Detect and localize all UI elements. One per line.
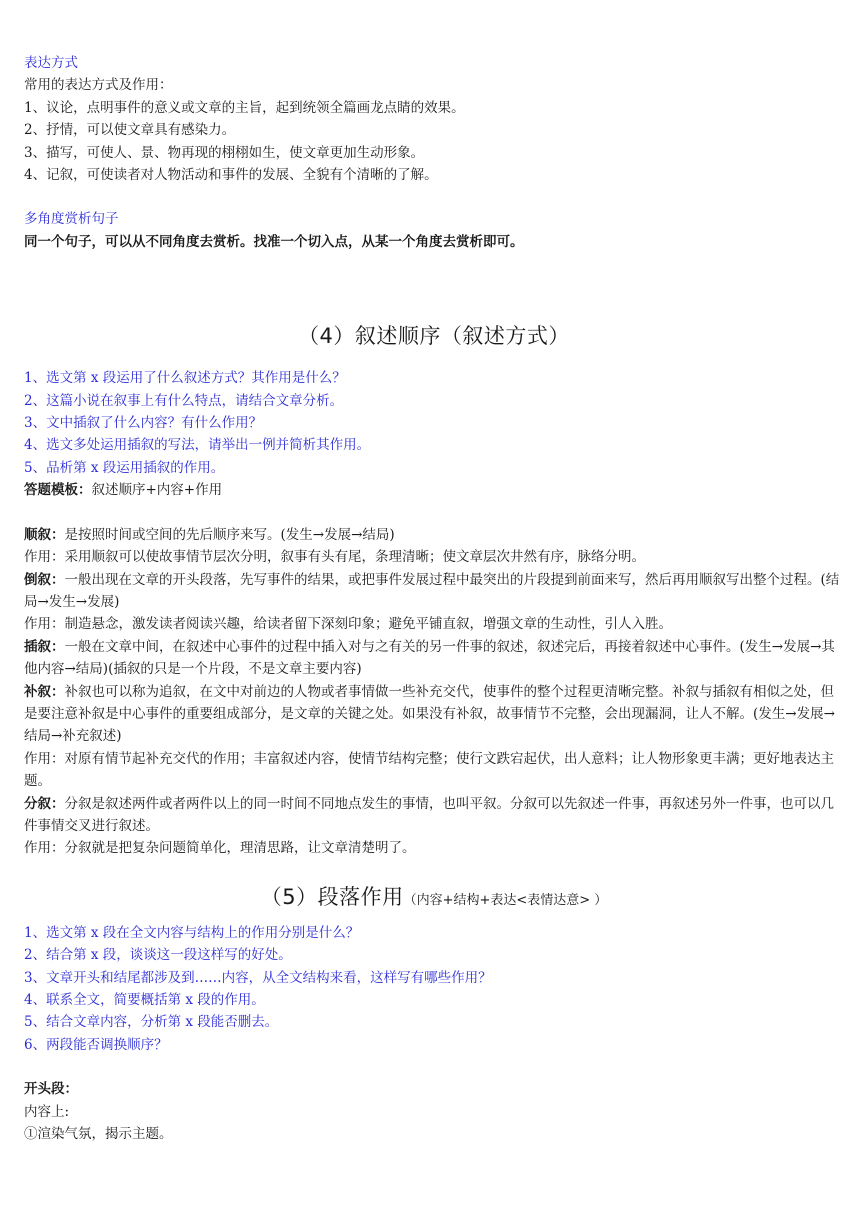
question-item: 4、联系全文，简要概括第 x 段的作用。 (24, 992, 265, 1008)
term-label: 分叙： (24, 795, 65, 812)
section-title-expression: 表达方式 (24, 55, 78, 71)
question-item: 5、结合文章内容，分析第 x 段能否删去。 (24, 1014, 279, 1031)
section-title-multi-angle: 多角度赏析句子 (24, 211, 119, 228)
section-heading-4: （4）叙述顺序（叙述方式） (298, 324, 570, 349)
term-text: 一般出现在文章的开头段落，先写事件的结果，或把事件发展过程中最突出的片段提到前面来写，然后再用顺叙写出整个过程。(结局→发生→发展) (24, 571, 840, 610)
content-label: 内容上: (24, 1103, 70, 1120)
question-item: 1、选文第 x 段在全文内容与结构上的作用分别是什么？ (24, 924, 360, 941)
section-heading-5 (24, 882, 844, 916)
term-text: 补叙也可以称为追叙，在文中对前边的人物或者事情做一些补充交代，使事件的整个过程更清晰完整。补叙与插叙有相似之处，但是要注意补叙是中心事件的重要组成部分，是文章的关键之处。如果没有补叙，故事情节不完整，会出现漏洞，让人不解。(发生→发展→结局→补充叙述) (24, 683, 835, 745)
question-item: 4、选文多处运用插叙的写法，请举出一例并简析其作用。 (24, 437, 371, 454)
section-heading-5-title: （5）段落作用 (260, 884, 404, 909)
point-item: ①渲染气氛，揭示主题。 (24, 1126, 173, 1143)
opening-paragraph-label: 开头段： (24, 1081, 78, 1098)
question-item: 2、结合第 x 段，谈谈这一段这样写的好处。 (24, 947, 292, 964)
term-label: 倒叙： (24, 571, 65, 588)
document-page (24, 52, 844, 1145)
effect-fenxu: 作用：分叙就是把复杂问题简单化，理清思路，让文章清楚明了。 (24, 840, 416, 857)
expression-item: 2、抒情，可以使文章具有感染力。 (24, 122, 236, 139)
section-heading-5-note: （内容+结构+表达<表情达意> ） (403, 892, 608, 908)
definition-daoxu (24, 569, 844, 614)
expression-item: 3、描写，可使人、景、物再现的栩栩如生，使文章更加生动形象。 (24, 144, 425, 161)
definition-fenxu (24, 793, 844, 838)
definition-shunxu (24, 524, 844, 546)
expression-item: 1、议论，点明事件的意义或文章的主旨，起到统领全篇画龙点睛的效果。 (24, 99, 465, 116)
answer-template-text: 叙述顺序+内容+作用 (91, 482, 223, 499)
term-text: 分叙是叙述两件或者两件以上的同一时间不同地点发生的事情，也叫平叙。分叙可以先叙述一件事，再叙述另外一件事，也可以几件事情交叉进行叙述。 (24, 795, 834, 834)
expression-intro: 常用的表达方式及作用： (24, 77, 173, 94)
answer-template (24, 479, 844, 501)
term-label: 顺叙： (24, 526, 65, 543)
question-item: 3、文中插叙了什么内容？有什么作用？ (24, 415, 263, 432)
effect-buxu: 作用：对原有情节起补充交代的作用；丰富叙述内容，使情节结构完整；使行文跌宕起伏，出人意料；让人物形象更丰满；更好地表达主题。 (24, 750, 834, 790)
question-item: 5、品析第 x 段运用插叙的作用。 (24, 459, 225, 476)
term-text: 一般在文章中间，在叙述中心事件的过程中插入对与之有关的另一件事的叙述，叙述完后，再接着叙述中心事件。(发生→发展→其他内容→结局)(插叙的只是一个片段，不是文章主要内容) (24, 638, 835, 678)
answer-template-label: 答题模板： (24, 482, 92, 499)
term-label: 补叙： (24, 683, 65, 700)
term-label: 插叙： (24, 638, 65, 655)
question-item: 2、这篇小说在叙事上有什么特点，请结合文章分析。 (24, 392, 344, 409)
effect-daoxu: 作用：制造悬念，激发读者阅读兴趣，给读者留下深刻印象；避免平铺直叙，增强文章的生动性，引人入胜。 (24, 616, 672, 633)
expression-item: 4、记叙，可使读者对人物活动和事件的发展、全貌有个清晰的了解。 (24, 167, 438, 184)
effect-shunxu: 作用：采用顺叙可以使故事情节层次分明，叙事有头有尾，条理清晰；使文章层次井然有序，脉络分明。 (24, 549, 645, 566)
question-item: 6、两段能否调换顺序？ (24, 1036, 168, 1053)
term-text: 是按照时间或空间的先后顺序来写。(发生→发展→结局) (64, 526, 395, 543)
question-item: 3、文章开头和结尾都涉及到……内容，从全文结构来看，这样写有哪些作用？ (24, 969, 492, 986)
multi-angle-body: 同一个句子，可以从不同角度去赏析。找准一个切入点，从某一个角度去赏析即可。 (24, 233, 524, 250)
question-item: 1、选文第 x 段运用了什么叙述方式？其作用是什么？ (24, 370, 346, 387)
definition-chaxu (24, 636, 844, 681)
definition-buxu (24, 681, 844, 748)
